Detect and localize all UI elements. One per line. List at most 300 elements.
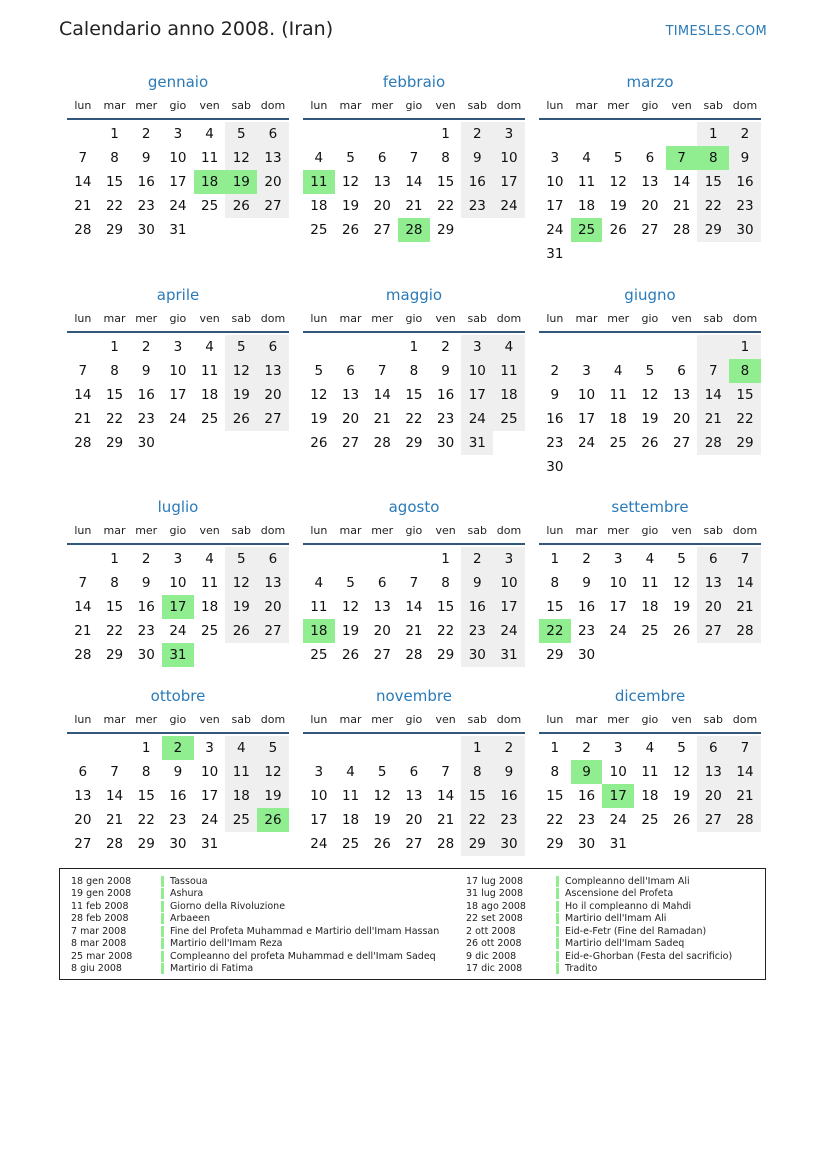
empty-cell bbox=[335, 547, 367, 571]
day-cell: 21 bbox=[673, 198, 691, 214]
month-marzo bbox=[539, 72, 761, 266]
day-cell: 10 bbox=[461, 359, 493, 383]
day-cell: 25 bbox=[641, 812, 659, 828]
day-cell: 24 bbox=[461, 407, 493, 431]
day-cell: 9 bbox=[173, 764, 183, 780]
holiday-date: 26 ott 2008 bbox=[466, 938, 522, 950]
day-cell: 22 bbox=[105, 198, 124, 214]
day-cell: 26 bbox=[225, 619, 257, 643]
day-cell: 25 bbox=[201, 623, 219, 639]
holiday-date: 22 set 2008 bbox=[466, 913, 523, 925]
day-cell: 30 bbox=[137, 435, 155, 451]
week-row bbox=[303, 383, 525, 407]
empty-cell bbox=[729, 832, 761, 856]
weekday-label: dom bbox=[496, 713, 522, 726]
day-cell: 25 bbox=[609, 435, 627, 451]
day-cell: 20 bbox=[373, 623, 391, 639]
week-row bbox=[303, 218, 525, 242]
weekday-label: sab bbox=[703, 713, 724, 726]
weekday-label: mar bbox=[103, 524, 126, 537]
week-row bbox=[303, 619, 525, 643]
header-rule bbox=[303, 118, 525, 120]
day-cell: 12 bbox=[641, 387, 659, 403]
day-cell: 19 bbox=[257, 784, 289, 808]
day-cell: 1 bbox=[110, 551, 119, 567]
day-cell: 8 bbox=[550, 575, 560, 591]
day-cell: 11 bbox=[201, 575, 219, 591]
month-name: novembre bbox=[376, 687, 452, 705]
holiday-row bbox=[466, 875, 732, 888]
day-cell: 27 bbox=[641, 222, 659, 238]
day-cell: 18 bbox=[310, 198, 328, 214]
weekday-label: sab bbox=[467, 524, 488, 537]
week-row bbox=[67, 595, 289, 619]
day-cell: 14 bbox=[697, 383, 729, 407]
day-cell: 12 bbox=[341, 599, 360, 615]
weekday-label: gio bbox=[169, 713, 187, 726]
day-cell: 1 bbox=[110, 339, 119, 355]
week-row bbox=[303, 359, 525, 383]
day-cell: 16 bbox=[461, 170, 493, 194]
day-cell: 4 bbox=[314, 150, 324, 166]
day-cell: 2 bbox=[582, 740, 591, 756]
day-cell: 24 bbox=[493, 619, 525, 643]
weekday-label: sab bbox=[231, 713, 252, 726]
day-cell: 2 bbox=[729, 122, 761, 146]
day-cell: 31 bbox=[201, 836, 219, 852]
day-cell: 24 bbox=[609, 623, 627, 639]
empty-cell bbox=[666, 335, 698, 359]
holiday-color-marker bbox=[556, 926, 559, 937]
day-cell: 2 bbox=[141, 551, 151, 567]
day-cell: 22 bbox=[461, 808, 493, 832]
weekday-header bbox=[539, 521, 761, 541]
empty-cell bbox=[225, 431, 257, 455]
day-cell: 16 bbox=[461, 595, 493, 619]
empty-cell bbox=[634, 122, 666, 146]
day-cell: 9 bbox=[141, 575, 151, 591]
day-cell: 31 bbox=[169, 222, 187, 238]
day-cell: 16 bbox=[577, 599, 596, 615]
weekday-label: mer bbox=[607, 99, 630, 112]
day-cell: 22 bbox=[546, 812, 564, 828]
day-cell: 25 bbox=[225, 808, 257, 832]
week-row bbox=[303, 784, 525, 808]
day-cell: 7 bbox=[409, 150, 419, 166]
day-cell: 4 bbox=[205, 551, 214, 567]
weekday-label: gio bbox=[641, 312, 659, 325]
empty-cell bbox=[634, 832, 666, 856]
day-cell: 11 bbox=[609, 387, 627, 403]
day-cell: 3 bbox=[461, 335, 493, 359]
day-cell: 14 bbox=[373, 387, 391, 403]
day-cell: 10 bbox=[201, 764, 219, 780]
week-row bbox=[539, 218, 761, 242]
day-cell: 10 bbox=[493, 571, 525, 595]
day-cell: 6 bbox=[697, 547, 729, 571]
empty-cell bbox=[571, 242, 603, 266]
day-cell: 7 bbox=[78, 363, 88, 379]
holiday-row bbox=[71, 925, 439, 938]
empty-cell bbox=[729, 455, 761, 479]
day-cell: 7 bbox=[110, 764, 119, 780]
day-cell: 4 bbox=[582, 150, 591, 166]
day-cell: 23 bbox=[437, 411, 455, 427]
page-title: Calendario anno 2008. (Iran) bbox=[59, 18, 334, 40]
day-cell: 20 bbox=[341, 411, 360, 427]
weekday-label: ven bbox=[199, 524, 220, 537]
day-cell: 31 bbox=[493, 643, 525, 667]
holiday-color-marker bbox=[556, 913, 559, 924]
day-cell: 24 bbox=[169, 623, 187, 639]
day-cell: 17 bbox=[461, 383, 493, 407]
holiday-date: 8 giu 2008 bbox=[71, 963, 122, 975]
day-cell: 5 bbox=[346, 575, 355, 591]
weekday-label: mer bbox=[371, 524, 394, 537]
empty-cell bbox=[666, 122, 698, 146]
day-cell: 15 bbox=[405, 387, 423, 403]
day-cell: 4 bbox=[493, 335, 525, 359]
day-cell: 8 bbox=[461, 760, 493, 784]
header-rule bbox=[539, 118, 761, 120]
day-cell: 23 bbox=[461, 619, 493, 643]
holiday-color-marker bbox=[556, 876, 559, 887]
week-row bbox=[303, 335, 525, 359]
day-cell: 10 bbox=[310, 788, 328, 804]
day-cell: 15 bbox=[729, 383, 761, 407]
weekday-label: sab bbox=[467, 99, 488, 112]
weekday-label: dom bbox=[260, 713, 286, 726]
empty-cell bbox=[697, 455, 729, 479]
day-cell: 1 bbox=[441, 126, 450, 142]
day-cell: 21 bbox=[729, 784, 761, 808]
day-cell: 6 bbox=[257, 335, 289, 359]
week-row bbox=[539, 431, 761, 455]
holiday-name: Martirio dell'Imam Reza bbox=[170, 938, 283, 950]
holiday-date: 31 lug 2008 bbox=[466, 888, 523, 900]
day-cell: 12 bbox=[341, 174, 360, 190]
day-cell: 22 bbox=[437, 623, 455, 639]
day-cell: 11 bbox=[225, 760, 257, 784]
month-luglio bbox=[67, 497, 289, 667]
day-cell: 26 bbox=[257, 808, 289, 832]
holiday-row bbox=[71, 900, 439, 913]
day-cell: 28 bbox=[373, 435, 391, 451]
day-cell: 5 bbox=[677, 551, 686, 567]
day-cell: 14 bbox=[673, 174, 691, 190]
holiday-date: 28 feb 2008 bbox=[71, 913, 129, 925]
day-cell: 29 bbox=[105, 435, 124, 451]
day-cell: 8 bbox=[441, 150, 450, 166]
empty-cell bbox=[225, 218, 257, 242]
week-row bbox=[303, 643, 525, 667]
day-cell: 9 bbox=[571, 760, 603, 784]
day-cell: 1 bbox=[461, 736, 493, 760]
empty-cell bbox=[634, 335, 666, 359]
holiday-color-marker bbox=[161, 901, 164, 912]
holiday-row bbox=[71, 875, 439, 888]
day-cell: 29 bbox=[546, 836, 564, 852]
weekday-label: lun bbox=[546, 312, 564, 325]
weekday-label: mar bbox=[339, 99, 362, 112]
day-cell: 16 bbox=[169, 788, 187, 804]
empty-cell bbox=[257, 218, 289, 242]
day-cell: 20 bbox=[373, 198, 391, 214]
day-cell: 21 bbox=[405, 198, 423, 214]
day-cell: 11 bbox=[201, 363, 219, 379]
weekday-header bbox=[303, 96, 525, 116]
holiday-row bbox=[466, 888, 732, 901]
holiday-color-marker bbox=[161, 876, 164, 887]
day-cell: 29 bbox=[546, 647, 564, 663]
holiday-color-marker bbox=[556, 963, 559, 974]
weekday-label: gio bbox=[405, 524, 423, 537]
day-cell: 7 bbox=[377, 363, 387, 379]
day-cell: 10 bbox=[169, 363, 187, 379]
day-cell: 5 bbox=[377, 764, 387, 780]
week-row bbox=[67, 832, 289, 856]
day-cell: 28 bbox=[105, 836, 124, 852]
day-cell: 11 bbox=[341, 788, 360, 804]
empty-cell bbox=[697, 643, 729, 667]
holiday-name: Eid-e-Ghorban (Festa del sacrificio) bbox=[565, 950, 733, 962]
empty-cell bbox=[461, 218, 493, 242]
day-cell: 4 bbox=[225, 736, 257, 760]
day-cell: 29 bbox=[105, 647, 124, 663]
holiday-date: 18 gen 2008 bbox=[71, 875, 132, 887]
day-cell: 28 bbox=[405, 647, 423, 663]
month-novembre bbox=[303, 686, 525, 856]
day-cell: 25 bbox=[571, 218, 603, 242]
weekday-label: gio bbox=[641, 713, 659, 726]
holiday-date: 2 ott 2008 bbox=[466, 925, 516, 937]
day-cell: 13 bbox=[257, 146, 289, 170]
empty-cell bbox=[634, 643, 666, 667]
day-cell: 27 bbox=[257, 619, 289, 643]
day-cell: 5 bbox=[346, 150, 355, 166]
day-cell: 28 bbox=[729, 619, 761, 643]
day-cell: 14 bbox=[729, 760, 761, 784]
week-row bbox=[67, 383, 289, 407]
weekday-label: mar bbox=[339, 524, 362, 537]
day-cell: 15 bbox=[437, 174, 455, 190]
day-cell: 25 bbox=[341, 836, 360, 852]
weekday-label: mer bbox=[135, 524, 158, 537]
holiday-date: 25 mar 2008 bbox=[71, 950, 133, 962]
empty-cell bbox=[366, 335, 398, 359]
day-cell: 20 bbox=[257, 383, 289, 407]
day-cell: 13 bbox=[373, 599, 391, 615]
day-cell: 13 bbox=[697, 571, 729, 595]
day-cell: 3 bbox=[173, 126, 183, 142]
day-cell: 21 bbox=[405, 623, 423, 639]
holiday-color-marker bbox=[161, 938, 164, 949]
month-name: gennaio bbox=[147, 73, 209, 91]
day-cell: 17 bbox=[546, 198, 564, 214]
day-cell: 16 bbox=[137, 599, 155, 615]
week-row bbox=[67, 643, 289, 667]
empty-cell bbox=[162, 431, 194, 455]
empty-cell bbox=[194, 431, 226, 455]
day-cell: 17 bbox=[162, 595, 194, 619]
empty-cell bbox=[225, 832, 257, 856]
empty-cell bbox=[366, 547, 398, 571]
day-cell: 25 bbox=[310, 222, 328, 238]
weekday-header bbox=[67, 309, 289, 329]
day-cell: 26 bbox=[673, 812, 691, 828]
day-cell: 19 bbox=[225, 383, 257, 407]
day-cell: 20 bbox=[697, 784, 729, 808]
day-cell: 14 bbox=[74, 387, 92, 403]
day-cell: 12 bbox=[373, 788, 391, 804]
weekday-header bbox=[539, 309, 761, 329]
holiday-date: 17 lug 2008 bbox=[466, 875, 523, 887]
day-cell: 21 bbox=[697, 407, 729, 431]
day-cell: 14 bbox=[405, 174, 423, 190]
week-row bbox=[539, 760, 761, 784]
weekday-label: sab bbox=[231, 312, 252, 325]
day-cell: 26 bbox=[673, 623, 691, 639]
day-cell: 27 bbox=[257, 407, 289, 431]
weekday-label: dom bbox=[496, 99, 522, 112]
day-cell: 6 bbox=[377, 150, 387, 166]
empty-cell bbox=[666, 643, 698, 667]
weekday-label: gio bbox=[641, 99, 659, 112]
empty-cell bbox=[493, 218, 525, 242]
day-cell: 22 bbox=[405, 411, 423, 427]
day-cell: 26 bbox=[341, 647, 360, 663]
day-cell: 12 bbox=[310, 387, 328, 403]
day-cell: 5 bbox=[225, 122, 257, 146]
day-cell: 12 bbox=[225, 146, 257, 170]
empty-cell bbox=[335, 122, 367, 146]
day-cell: 20 bbox=[74, 812, 92, 828]
day-cell: 3 bbox=[493, 547, 525, 571]
empty-cell bbox=[67, 736, 99, 760]
weekday-label: lun bbox=[546, 524, 564, 537]
holiday-row bbox=[71, 950, 439, 963]
day-cell: 19 bbox=[609, 198, 627, 214]
empty-cell bbox=[602, 242, 634, 266]
holiday-color-marker bbox=[161, 926, 164, 937]
day-cell: 19 bbox=[225, 170, 257, 194]
day-cell: 19 bbox=[673, 599, 691, 615]
day-cell: 1 bbox=[550, 740, 560, 756]
empty-cell bbox=[257, 832, 289, 856]
day-cell: 19 bbox=[341, 198, 360, 214]
empty-cell bbox=[602, 643, 634, 667]
day-cell: 31 bbox=[162, 643, 194, 667]
weekday-label: mer bbox=[135, 312, 158, 325]
day-cell: 19 bbox=[673, 788, 691, 804]
day-cell: 3 bbox=[205, 740, 214, 756]
day-cell: 5 bbox=[613, 150, 623, 166]
day-cell: 30 bbox=[577, 647, 596, 663]
weekday-label: dom bbox=[732, 312, 758, 325]
weekday-label: mar bbox=[339, 713, 362, 726]
empty-cell bbox=[539, 335, 571, 359]
empty-cell bbox=[666, 455, 698, 479]
week-row bbox=[539, 170, 761, 194]
day-cell: 24 bbox=[577, 435, 596, 451]
day-cell: 4 bbox=[314, 575, 324, 591]
day-cell: 4 bbox=[205, 126, 214, 142]
day-cell: 16 bbox=[137, 174, 155, 190]
day-cell: 13 bbox=[373, 174, 391, 190]
week-row bbox=[303, 170, 525, 194]
weekday-label: sab bbox=[231, 524, 252, 537]
day-cell: 7 bbox=[729, 547, 761, 571]
week-row bbox=[539, 242, 761, 266]
day-cell: 28 bbox=[437, 836, 455, 852]
month-name: dicembre bbox=[614, 687, 686, 705]
weekday-label: gio bbox=[405, 99, 423, 112]
day-cell: 21 bbox=[74, 198, 92, 214]
day-cell: 21 bbox=[729, 595, 761, 619]
day-cell: 9 bbox=[141, 363, 151, 379]
month-name: maggio bbox=[385, 286, 443, 304]
holiday-date: 9 dic 2008 bbox=[466, 950, 517, 962]
day-cell: 16 bbox=[577, 788, 596, 804]
day-cell: 22 bbox=[105, 623, 124, 639]
day-cell: 22 bbox=[697, 194, 729, 218]
day-cell: 7 bbox=[441, 764, 450, 780]
weekday-label: mer bbox=[135, 713, 158, 726]
day-cell: 28 bbox=[74, 435, 92, 451]
day-cell: 31 bbox=[546, 246, 564, 262]
day-cell: 9 bbox=[493, 760, 525, 784]
week-row bbox=[539, 736, 761, 760]
empty-cell bbox=[697, 832, 729, 856]
week-row bbox=[539, 194, 761, 218]
day-cell: 22 bbox=[137, 812, 155, 828]
weekday-header bbox=[67, 710, 289, 730]
day-cell: 12 bbox=[257, 760, 289, 784]
day-cell: 23 bbox=[137, 623, 155, 639]
day-cell: 6 bbox=[257, 122, 289, 146]
weekday-label: mer bbox=[607, 713, 630, 726]
site-link[interactable]: TIMESLES.COM bbox=[665, 24, 767, 39]
day-cell: 18 bbox=[493, 383, 525, 407]
day-cell: 29 bbox=[437, 647, 455, 663]
weekday-label: mar bbox=[575, 524, 598, 537]
day-cell: 2 bbox=[461, 547, 493, 571]
day-cell: 1 bbox=[110, 126, 119, 142]
empty-cell bbox=[67, 547, 99, 571]
holiday-date: 17 dic 2008 bbox=[466, 963, 523, 975]
holiday-color-marker bbox=[556, 938, 559, 949]
header-rule bbox=[67, 543, 289, 545]
day-cell: 23 bbox=[577, 623, 596, 639]
day-cell: 3 bbox=[314, 764, 324, 780]
day-cell: 1 bbox=[550, 551, 560, 567]
holiday-name: Fine del Profeta Muhammad e Martirio dell'Imam Hassan bbox=[170, 925, 440, 937]
day-cell: 22 bbox=[729, 407, 761, 431]
week-row bbox=[539, 146, 761, 170]
weekday-label: ven bbox=[671, 524, 692, 537]
day-cell: 9 bbox=[582, 575, 591, 591]
week-row bbox=[67, 359, 289, 383]
day-cell: 18 bbox=[577, 198, 596, 214]
day-cell: 27 bbox=[373, 222, 391, 238]
day-cell: 24 bbox=[609, 812, 627, 828]
day-cell: 18 bbox=[641, 788, 659, 804]
holiday-name: Arbaeen bbox=[170, 913, 210, 925]
week-row bbox=[303, 595, 525, 619]
day-cell: 5 bbox=[314, 363, 324, 379]
week-row bbox=[303, 571, 525, 595]
day-cell: 19 bbox=[225, 595, 257, 619]
